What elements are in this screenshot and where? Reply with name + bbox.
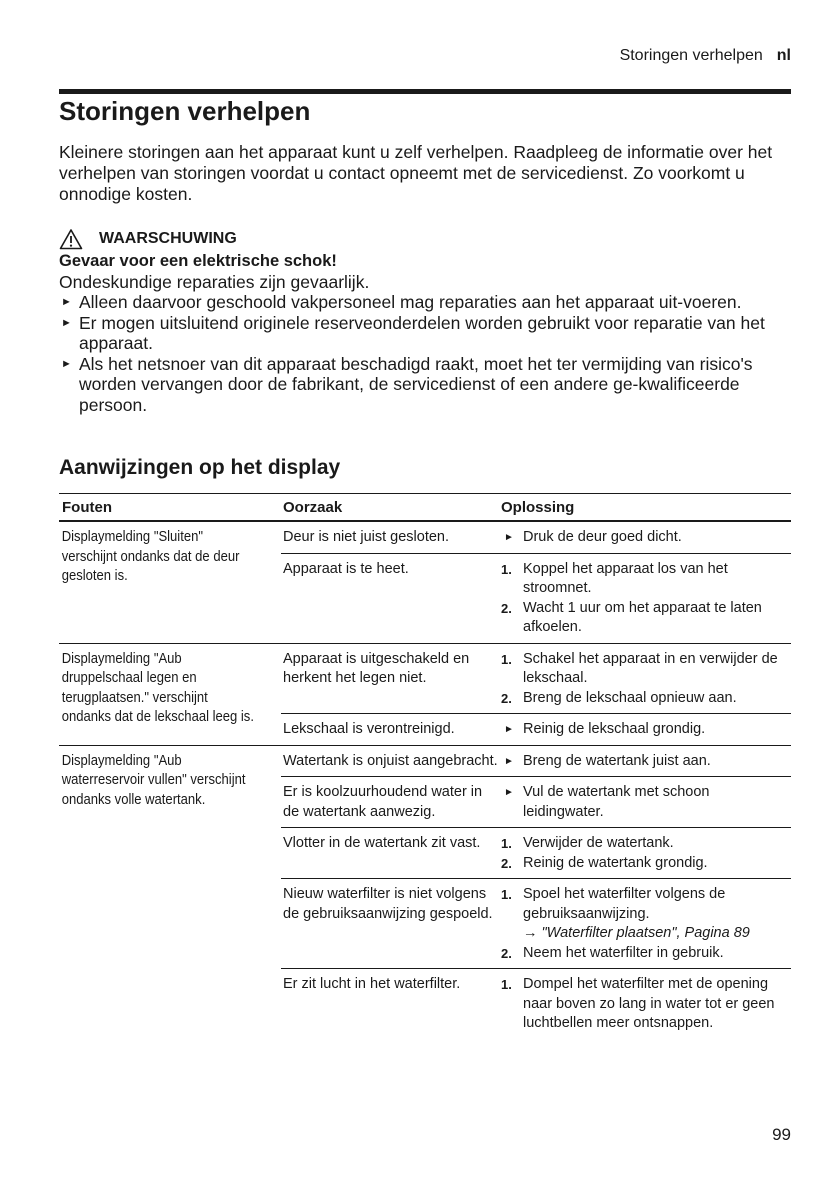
solution-cell: 1. Verwijder de watertank. 2. Reinig de watertank grondig. [501,834,791,873]
warning-block [59,227,791,415]
bullet-arrow-icon: ► [61,296,72,308]
fault-cell: Displaymelding "Aub waterreservoir vullen" verschijnt ondanks volle watertank. [61,752,246,808]
step-number: 2. [501,855,512,871]
header-rule [59,89,791,94]
section-heading: Aanwijzingen op het display [59,456,341,479]
table-group [59,522,791,644]
cause-cell: Er is koolzuurhoudend water in de watertank aanwezig. [283,784,483,820]
solution-cell: ► Breng de watertank juist aan. [501,752,791,772]
step-number: 1. [501,651,512,667]
table-header-row [59,493,791,522]
step-number: 1. [501,887,512,902]
table-row [281,776,791,827]
page-number: 99 [772,1125,791,1144]
running-header [620,47,791,65]
solution-cell: 1. Spoel het waterfilter volgens de gebruiksaanwijzing. → "Waterfilter plaatsen", Pagina 89 2. Neem het waterfilter in gebruik. [501,885,791,963]
solution-cell: ► Reinig de lekschaal grondig. [501,720,791,740]
solution-cell: 1. Koppel het apparaat los van het stroomnet. 2. Wacht 1 uur om het apparaat te laten afkoelen. [501,560,791,638]
step-number: 2. [501,945,512,961]
warning-triangle-icon [59,228,83,250]
cause-cell: Lekschaal is verontreinigd. [283,721,455,737]
warning-header [59,227,791,251]
bullet-arrow-icon: ► [504,724,514,735]
cause-cell: Apparaat is uitgeschakeld en herkent het legen niet. [283,650,470,686]
troubleshooting-table [59,493,791,1039]
warning-list [59,292,791,415]
warning-item: ► Er mogen uitsluitend originele reserveonderdelen worden gebruikt voor reparatie van het apparaat. [61,312,765,353]
bullet-arrow-icon: ► [504,787,514,798]
warning-text: Ondeskundige reparaties zijn gevaarlijk. [59,271,370,292]
page-title: Storingen verhelpen [59,96,311,126]
step-number: 1. [501,561,512,577]
warning-item: ► Alleen daarvoor geschoold vakpersoneel mag reparaties aan het apparaat uit-voeren. [61,292,742,312]
step-number: 2. [501,600,512,616]
cause-cell: Deur is niet juist gesloten. [283,529,450,545]
cause-cell: Nieuw waterfilter is niet volgens de gebruiksaanwijzing gespoeld. [283,886,493,922]
table-row [281,746,791,777]
column-header-oorzaak: Oorzaak [283,498,343,516]
bullet-arrow-icon: ► [61,316,72,329]
fault-cell: Displaymelding "Aub druppelschaal legen en terugplaatsen." verschijnt ondanks dat de lekschaal leeg is. [61,650,254,725]
step-number: 2. [501,690,512,706]
cause-cell: Apparaat is te heet. [283,560,409,577]
warning-item: ► Als het netsnoer van dit apparaat beschadigd raakt, moet het ter vermijding van risico's worden vervangen door de fabrikant, de servicedienst of een andere ge-kwalificeerde persoon. [61,353,753,415]
step-number: 1. [501,977,512,992]
page-reference[interactable]: → "Waterfilter plaatsen", Pagina 89 [523,925,750,941]
table-row [281,878,791,968]
bullet-arrow-icon: ► [504,532,514,543]
fault-cell: Displaymelding "Sluiten" verschijnt ondanks dat de deur gesloten is. [61,529,240,584]
bullet-arrow-icon: ► [61,357,72,370]
cause-cell: Watertank is onjuist aangebracht. [283,752,498,769]
table-row [281,968,791,1039]
table-group [59,746,791,1039]
table-row [281,553,791,643]
table-group [59,644,791,746]
warning-heading: Gevaar voor een elektrische schok! [59,252,337,270]
running-header-section: Storingen verhelpen [619,47,763,64]
table-row [281,644,791,714]
cause-cell: Vlotter in de watertank zit vast. [283,835,481,851]
table-row [281,522,791,553]
bullet-arrow-icon: ► [504,755,514,767]
step-number: 1. [501,836,512,851]
language-code: nl [776,47,791,64]
solution-cell: ► Druk de deur goed dicht. [501,528,791,548]
solution-cell: 1. Dompel het waterfilter met de opening naar boven zo lang in water tot er geen luchtbellen meer ontsnappen. [501,975,791,1034]
table-row [281,827,791,878]
warning-label: WAARSCHUWING [99,229,237,247]
solution-cell: 1. Schakel het apparaat in en verwijder de lekschaal. 2. Breng de lekschaal opnieuw aan. [501,650,791,709]
intro-paragraph: Kleinere storingen aan het apparaat kunt u zelf verhelpen. Raadpleeg de informatie over het verhelpen van storingen voordat u contact opneemt met de servicedienst. Zo voorkomt u onnodige kosten. [59,142,773,204]
cause-cell: Er zit lucht in het waterfilter. [283,976,461,992]
solution-cell: ► Vul de watertank met schoon leidingwater. [501,783,791,822]
arrow-right-icon: → [523,925,542,941]
column-header-fouten: Fouten [62,498,112,516]
column-header-oplossing: Oplossing [501,498,575,516]
table-row [281,713,791,745]
